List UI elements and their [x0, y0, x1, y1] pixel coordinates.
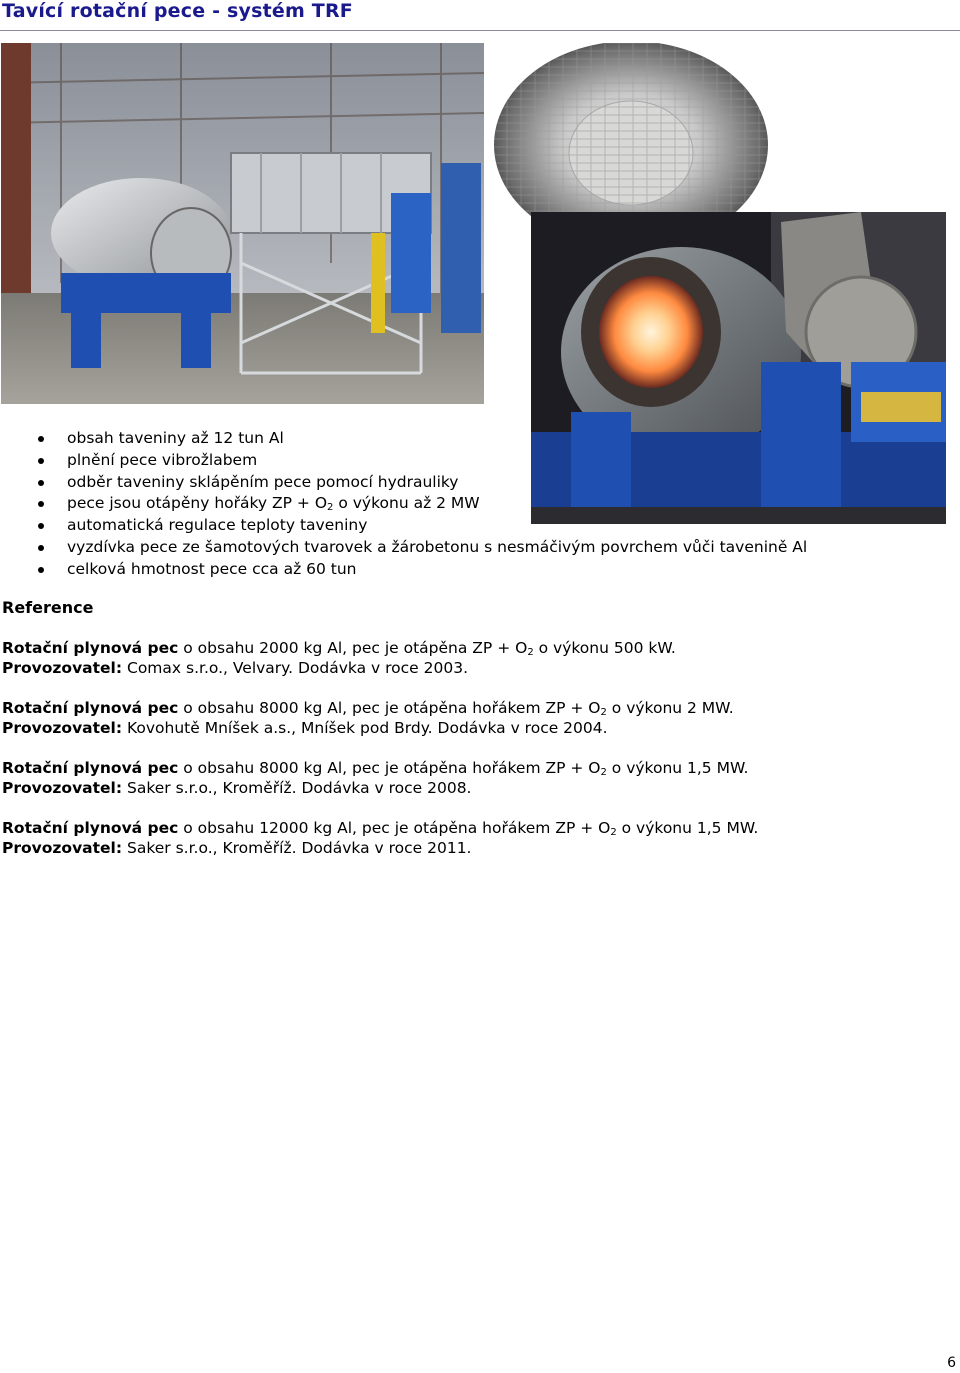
furnace-hall-photo — [1, 43, 484, 404]
page-title: Tavící rotační pece - systém TRF — [2, 0, 353, 22]
page-number: 6 — [947, 1355, 956, 1371]
list-item: vyzdívka pece ze šamotových tvarovek a žárobetonu s nesmáčivým povrchem vůči tavenině Al — [36, 537, 807, 559]
title-divider — [0, 30, 960, 31]
list-item: pece jsou otápěny hořáky ZP + $O_2$ o výkonu až 2 MW — [36, 493, 807, 515]
list-item: odběr taveniny sklápěním pece pomocí hydrauliky — [36, 472, 807, 494]
feature-list — [36, 428, 807, 581]
reference-heading: Reference — [2, 598, 94, 617]
list-item: obsah taveniny až 12 tun Al — [36, 428, 807, 450]
reference-list — [2, 638, 758, 878]
list-item: plnění pece vibrožlabem — [36, 450, 807, 472]
list-item: celková hmotnost pece cca až 60 tun — [36, 559, 807, 581]
reference-entry: Rotační plynová pec o obsahu 8000 kg Al, pec je otápěna hořákem ZP + $O_2$ o výkonu 1,5 MW. Provozovatel: Saker s.r.o., Kroměříž. Dodávka v roce 2008. — [2, 759, 749, 797]
reference-entry: Rotační plynová pec o obsahu 12000 kg Al, pec je otápěna hořákem ZP + $O_2$ o výkonu 1,5 MW. Provozovatel: Saker s.r.o., Kroměříž. Dodávka v roce 2011. — [2, 819, 759, 857]
reference-entry: Rotační plynová pec o obsahu 8000 kg Al, pec je otápěna hořákem ZP + $O_2$ o výkonu 2 MW. Provozovatel: Kovohutě Mníšek a.s., Mníšek pod Brdy. Dodávka v roce 2004. — [2, 699, 734, 737]
list-item: automatická regulace teploty taveniny — [36, 515, 807, 537]
reference-entry: Rotační plynová pec o obsahu 2000 kg Al, pec je otápěna ZP + $O_2$ o výkonu 500 kW. Provozovatel: Comax s.r.o., Velvary. Dodávka v roce 2003. — [2, 639, 676, 677]
